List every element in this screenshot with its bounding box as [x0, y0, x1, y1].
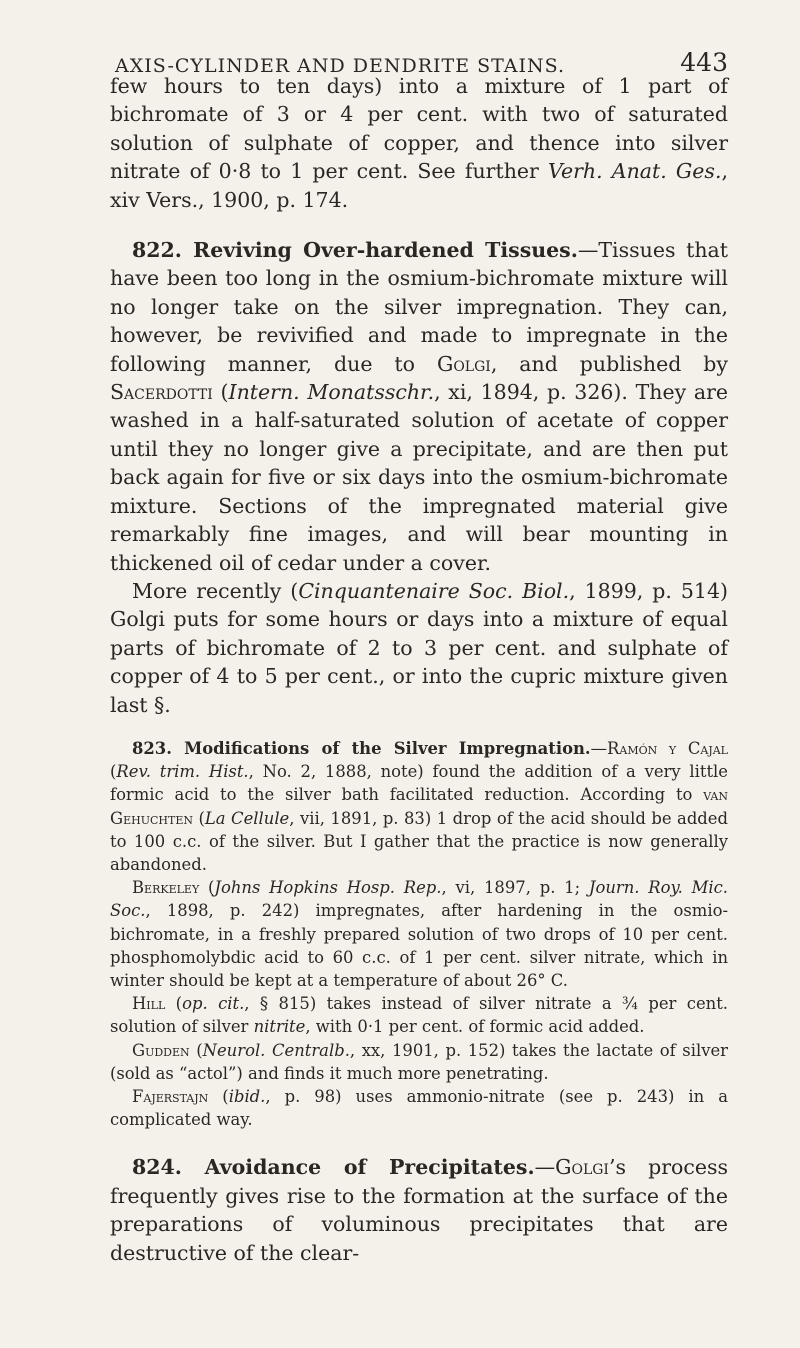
section-823-paragraph-2: Berkeley (Johns Hopkins Hosp. Rep., vi, 1897, p. 1; Journ. Roy. Mic. Soc., 1898, p. 242) impregnates, after hardening in the osmio-bichromate, in a freshly prepared solution of two drops of 10 per cent. phosphomolybdic acid to 60 c.c. of 1 per cent. silver nitrate, which in winter should be kept at a temperature of about 26° C.	[110, 878, 728, 990]
reference: Journ. Roy. Mic. Soc.	[110, 878, 728, 921]
reference: Johns Hopkins Hosp. Rep.	[214, 878, 442, 898]
author-name: Ramón y Cajal	[607, 738, 728, 758]
author-name: Golgi	[436, 351, 491, 376]
section-number: 822.	[132, 238, 182, 263]
reference: ibid.	[228, 1086, 266, 1106]
running-title: AXIS-CYLINDER AND DENDRITE STAINS.	[115, 55, 566, 77]
author-name: Golgi	[555, 1155, 609, 1180]
author-name: Fajerstajn	[132, 1086, 209, 1106]
reference: Intern. Monatsschr.	[228, 380, 435, 405]
section-822-paragraph-2: More recently (Cinquantenaire Soc. Biol., 1899, p. 514) Golgi puts for some hours or days into a mixture of equal parts of bichromate of 2 to 3 per cent. and sulphate of copper of 4 to 5 per cent., or into the cupric mixture given last §.	[110, 578, 728, 717]
reference: Verh. Anat. Ges.	[548, 159, 722, 184]
section-heading: Reviving Over-hardened Tissues.	[193, 238, 578, 263]
section-number: 824.	[132, 1155, 182, 1180]
reference: La Cellule	[204, 808, 290, 828]
reference: op. cit.	[182, 994, 245, 1014]
author-name: Gudden	[132, 1040, 190, 1060]
author-name: Hill	[132, 994, 166, 1014]
reference: Cinquantenaire Soc. Biol.	[298, 578, 570, 603]
section-823-paragraph-1: 823. Modifications of the Silver Impregnation.—Ramón y Cajal (Rev. trim. Hist., No. 2, 1888, note) found the addition of a very little formic acid to the silver bath facilitated reduction. According to van Gehuchten (La Cellule, vii, 1891, p. 83) 1 drop of the acid should be added to 100 c.c. of the silver. But I gather that the practice is now generally abandoned.	[110, 738, 728, 874]
emphasis: nitrite	[253, 1017, 306, 1037]
author-name: Berkeley	[132, 878, 200, 898]
section-heading: Modifications of the Silver Impregnation.	[184, 738, 591, 758]
author-name: Sacerdotti	[110, 380, 213, 405]
section-823-paragraph-5: Fajerstajn (ibid., p. 98) uses ammonio-nitrate (see p. 243) in a complicated way.	[110, 1086, 729, 1130]
section-number: 823.	[132, 738, 172, 758]
running-header	[110, 8, 728, 77]
section-823-paragraph-4: Gudden (Neurol. Centralb., xx, 1901, p. 152) takes the lactate of silver (sold as “actol”) and finds it much more penetrating.	[110, 1040, 728, 1083]
author-name: van Gehuchten	[110, 785, 728, 828]
section-822-paragraph-1: 822. Reviving Over-hardened Tissues.—Tissues that have been too long in the osmium-bichromate mixture will no longer take on the silver impregnation. They can, however, be revivified and made to impregnate in the following manner, due to Golgi, and published by Sacerdotti (Intern. Monatsschr., xi, 1894, p. 326). They are washed in a half-saturated solution of acetate of copper until they no longer give a precipitate, and are then put back again for five or six days into the osmium-bichromate mixture. Sections of the impregnated material give remarkably fine images, and will bear mounting in thickened oil of cedar under a cover.	[110, 238, 729, 575]
continuation-paragraph: few hours to ten days) into a mixture of 1 part of bichromate of 3 or 4 per cent. with two of saturated solution of sulphate of copper, and thence into silver nitrate of 0·8 to 1 per cent. See further Verh. Anat. Ges., xiv Vers., 1900, p. 174.	[110, 74, 728, 212]
reference: Rev. trim. Hist.	[116, 762, 249, 782]
section-heading: Avoidance of Precipitates.	[204, 1155, 535, 1180]
page-number: 443	[680, 48, 728, 77]
reference: Neurol. Centralb.	[202, 1040, 350, 1060]
section-824-paragraph-1: 824. Avoidance of Precipitates.—Golgi’s process frequently gives rise to the formation at the surface of the preparations of voluminous precipitates that are destructive of the clear-	[110, 1155, 728, 1265]
section-823-paragraph-3: Hill (op. cit., § 815) takes instead of silver nitrate a ¾ per cent. solution of silver nitrite, with 0·1 per cent. of formic acid added.	[110, 994, 729, 1037]
